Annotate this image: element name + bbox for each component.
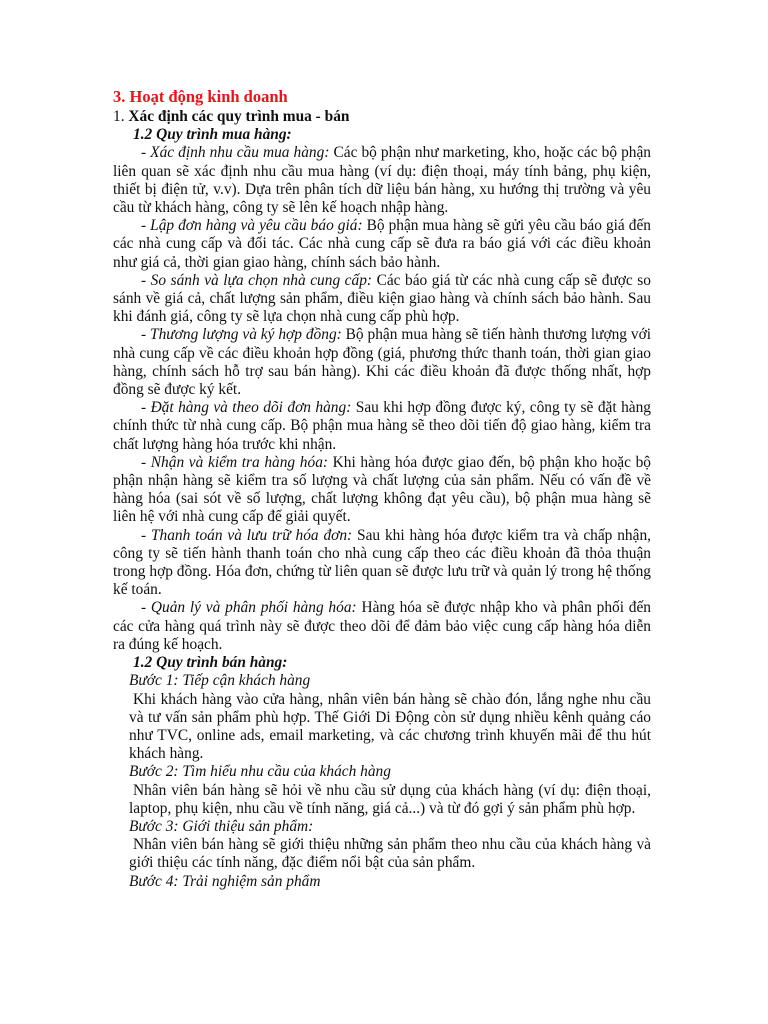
purchase-item xyxy=(113,399,651,454)
purchase-item-text: Bộ phận mua hàng sẽ tiến hành thương lượng với nhà cung cấp về các điều khoản hợp đồng (giá, phương thức thanh toán, thời gian giao hàng, chính sách hỗ trợ sau bán hàng). Khi các điều khoản đã được thống nhất, hợp đồng sẽ được ký kết. xyxy=(113,326,651,399)
purchase-item-text: Bộ phận mua hàng sẽ gửi yêu cầu báo giá đến các nhà cung cấp và đối tác. Các nhà cung cấp sẽ đưa ra báo giá với các điều khoản như giá cả, thời gian giao hàng, chính sách bảo hành. xyxy=(113,217,651,271)
sales-step-text: Khi khách hàng vào cửa hàng, nhân viên bán hàng sẽ chào đón, lắng nghe nhu cầu và tư vấn sản phẩm phù hợp. Thế Giới Di Động còn sử dụng nhiều kênh quảng cáo như TVC, online ads, email marketing, và các chương trình khuyến mãi để thu hút khách hàng. xyxy=(129,690,651,763)
purchase-item-text: Khi hàng hóa được giao đến, bộ phận kho hoặc bộ phận nhận hàng sẽ kiểm tra số lượng và chất lượng của sản phẩm. Nếu có vấn đề về hàng hóa (sai sót về số lượng, chất lượng không đạt yêu cầu), bộ phận mua hàng sẽ liên hệ với nhà cung cấp để giải quyết. xyxy=(113,453,651,526)
purchase-item-lead: - Đặt hàng và theo dõi đơn hàng: xyxy=(141,399,352,417)
purchase-item xyxy=(113,454,651,527)
purchase-item xyxy=(113,599,651,654)
sales-step-text: Nhân viên bán hàng sẽ hỏi về nhu cầu sử dụng của khách hàng (ví dụ: điện thoại, laptop, phụ kiện, nhu cầu về tính năng, giá cả...) và từ đó gợi ý sản phẩm phù hợp. xyxy=(129,781,651,817)
purchase-item xyxy=(113,527,651,600)
sales-steps xyxy=(113,672,651,890)
purchase-item xyxy=(113,272,651,327)
purchase-item-lead: - So sánh và lựa chọn nhà cung cấp: xyxy=(141,271,373,289)
subheading-text: Xác định các quy trình mua - bán xyxy=(128,108,350,125)
sales-step-title: Bước 1: Tiếp cận khách hàng xyxy=(129,672,311,690)
purchase-item-lead: - Nhận và kiểm tra hàng hóa: xyxy=(141,453,329,471)
purchase-item-text: Hàng hóa sẽ được nhập kho và phân phối đến các cửa hàng quá trình này sẽ được theo dõi để đảm bảo việc cung cấp hàng hóa diễn ra đúng kế hoạch. xyxy=(113,599,651,653)
purchase-item-lead: - Lập đơn hàng và yêu cầu báo giá: xyxy=(141,217,363,235)
sales-step-text: Nhân viên bán hàng sẽ giới thiệu những sản phẩm theo nhu cầu của khách hàng và giới thiệu các tính năng, đặc điểm nổi bật của sản phẩm. xyxy=(129,836,651,872)
purchase-item-lead: - Xác định nhu cầu mua hàng: xyxy=(141,144,330,162)
purchase-item-text: Sau khi hàng hóa được kiểm tra và chấp nhận, công ty sẽ tiến hành thanh toán cho nhà cung cấp theo các điều khoản đã thỏa thuận trong hợp đồng. Hóa đơn, chứng từ liên quan sẽ được lưu trữ và quản lý trong hệ thống kế toán. xyxy=(113,526,651,599)
purchase-item xyxy=(113,326,651,399)
subheading xyxy=(113,108,651,126)
purchase-item-text: Các bộ phận như marketing, kho, hoặc các bộ phận liên quan sẽ xác định nhu cầu mua hàng (ví dụ: điện thoại, máy tính bảng, phụ kiện, thiết bị điện tử, v.v). Dựa trên phân tích dữ liệu bán hàng, xu hướng thị trường và yêu cầu từ khách hàng, công ty sẽ lên kế hoạch nhập hàng. xyxy=(113,144,651,217)
document-page xyxy=(113,86,651,891)
sales-step-title: Bước 4: Trải nghiệm sản phẩm xyxy=(129,872,321,890)
purchase-item-text: Sau khi hợp đồng được ký, công ty sẽ đặt hàng chính thức từ nhà cung cấp. Bộ phận mua hàng sẽ theo dõi tiến độ giao hàng, kiểm tra chất lượng hàng hóa trước khi nhận. xyxy=(113,399,651,453)
purchase-item xyxy=(113,144,651,217)
purchase-item-lead: - Thương lượng và ký hợp đồng: xyxy=(141,326,342,344)
subheading-number: 1. xyxy=(113,108,129,125)
purchase-item xyxy=(113,217,651,272)
purchase-items xyxy=(113,144,651,654)
sales-step-title: Bước 2: Tìm hiểu nhu cầu của khách hàng xyxy=(129,763,391,781)
sales-step-title: Bước 3: Giới thiệu sản phẩm: xyxy=(129,817,314,835)
purchase-process-title: 1.2 Quy trình mua hàng: xyxy=(133,126,292,144)
purchase-item-lead: - Thanh toán và lưu trữ hóa đơn: xyxy=(141,526,353,544)
purchase-item-lead: - Quản lý và phân phối hàng hóa: xyxy=(141,599,357,617)
sales-process-title: 1.2 Quy trình bán hàng: xyxy=(133,654,288,672)
section-heading: 3. Hoạt động kinh doanh xyxy=(113,87,288,106)
purchase-item-text: Các báo giá từ các nhà cung cấp sẽ được so sánh về giá cả, chất lượng sản phẩm, điều kiện giao hàng và chính sách bảo hành. Sau khi đánh giá, công ty sẽ lựa chọn nhà cung cấp phù hợp. xyxy=(113,271,651,326)
